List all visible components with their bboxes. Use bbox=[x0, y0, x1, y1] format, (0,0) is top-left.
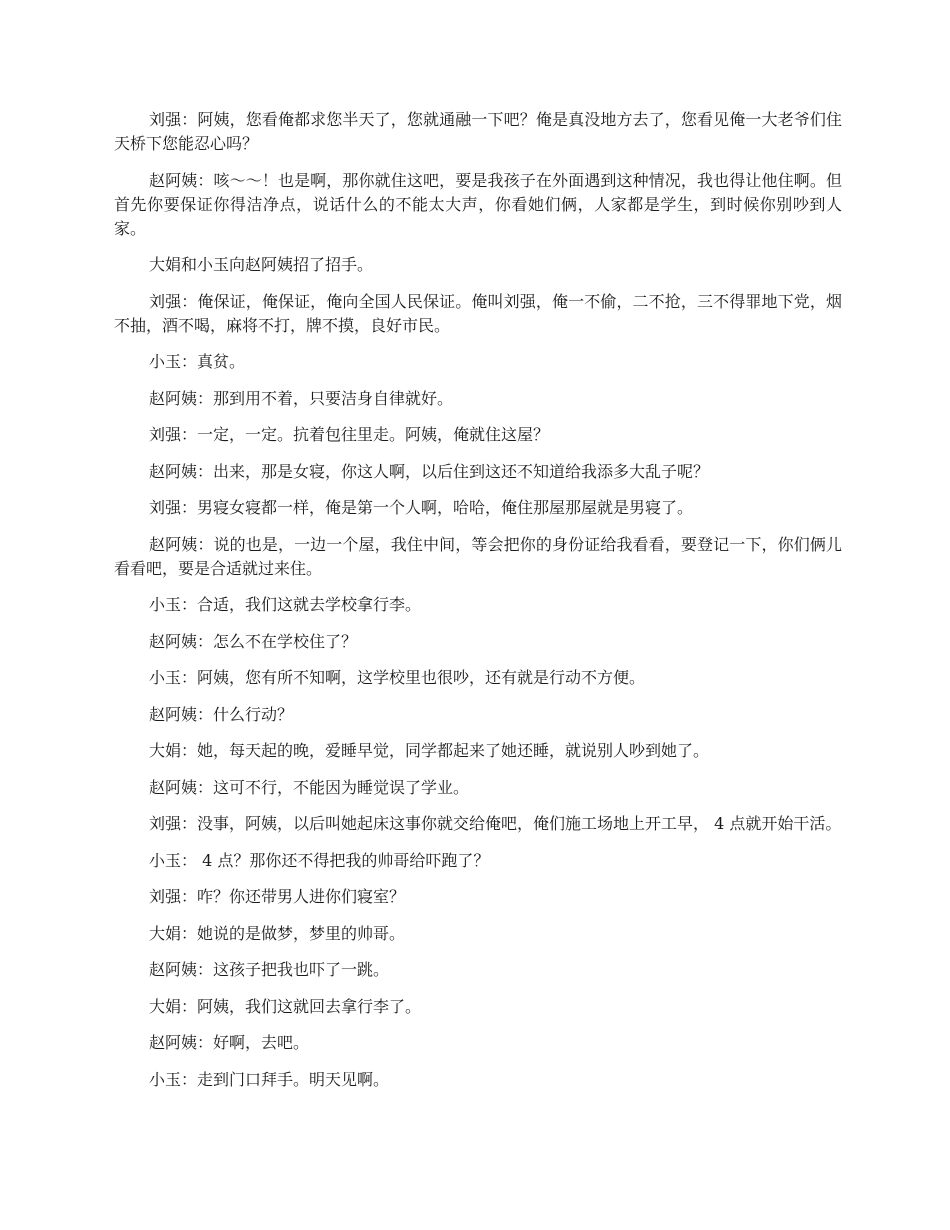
narration-paragraph: 大娟和小玉向赵阿姨招了招手。 bbox=[149, 255, 374, 274]
dialogue-paragraph: 赵阿姨：出来，那是女寝，你这人啊，以后住到这还不知道给我添多大乱子呢？ bbox=[149, 461, 710, 481]
dialogue-paragraph: 小玉：走到门口拜手。明天见啊。 bbox=[149, 1069, 390, 1089]
dialogue-paragraph: 小玉：合适，我们这就去学校拿行李。 bbox=[149, 595, 422, 614]
dialogue-paragraph: 刘强：阿姨，您看俺都求您半天了，您就通融一下吧？俺是真没地方去了，您看见俺一大老爷们住天桥下您能忍心吗？ bbox=[114, 110, 842, 153]
dialogue-paragraph: 小玉：阿姨，您有所不知啊，这学校里也很吵，还有就是行动不方便。 bbox=[149, 668, 646, 687]
dialogue-paragraph: 刘强：俺保证，俺保证，俺向全国人民保证。俺叫刘强，俺一不偷，二不抢，三不得罪地下党，烟不抽，酒不喝，麻将不打，牌不摸，良好市民。 bbox=[114, 291, 842, 335]
dialogue-paragraph: 赵阿姨：这可不行，不能因为睡觉误了学业。 bbox=[149, 777, 470, 797]
dialogue-paragraph: 小玉：真贫。 bbox=[149, 352, 246, 371]
dialogue-paragraph: 刘强：没事，阿姨，以后叫她起床这事你就交给俺吧，俺们施工场地上开工早， 4 点就开始干活。 bbox=[149, 814, 842, 833]
dialogue-paragraph: 大娟：她说的是做梦，梦里的帅哥。 bbox=[149, 923, 406, 943]
document-page bbox=[114, 108, 842, 1104]
dialogue-paragraph: 赵阿姨：说的也是，一边一个屋，我住中间，等会把你的身份证给我看看，要登记一下，你们俩儿看看吧，要是合适就过来住。 bbox=[114, 534, 842, 578]
dialogue-paragraph: 大娟：她，每天起的晚，爱睡早觉，同学都起来了她还睡，就说别人吵到她了。 bbox=[149, 741, 710, 760]
dialogue-paragraph: 赵阿姨：这孩子把我也吓了一跳。 bbox=[149, 960, 390, 979]
dialogue-paragraph: 赵阿姨：好啊，去吧。 bbox=[149, 1033, 310, 1052]
dialogue-paragraph: 赵阿姨：什么行动？ bbox=[149, 704, 294, 724]
dialogue-paragraph: 刘强：一定，一定。抗着包往里走。阿姨，俺就住这屋？ bbox=[149, 425, 550, 444]
dialogue-paragraph: 刘强：男寝女寝都一样，俺是第一个人啊，哈哈，俺住那屋那屋就是男寝了。 bbox=[149, 498, 694, 517]
dialogue-paragraph: 刘强：咋？你还带男人进你们寝室？ bbox=[149, 887, 406, 906]
dialogue-paragraph: 小玉： 4 点？那你还不得把我的帅哥给吓跑了？ bbox=[149, 850, 490, 870]
dialogue-paragraph: 赵阿姨：咳～～！也是啊，那你就住这吧，要是我孩子在外面遇到这种情况，我也得让他住啊。但首先你要保证你得洁净点，说话什么的不能太大声，你看她们俩，人家都是学生，到时候你别吵到人家。 bbox=[114, 170, 842, 238]
dialogue-paragraph: 大娟：阿姨，我们这就回去拿行李了。 bbox=[149, 996, 422, 1016]
dialogue-paragraph: 赵阿姨：怎么不在学校住了？ bbox=[149, 631, 358, 651]
dialogue-paragraph: 赵阿姨：那到用不着，只要洁身自律就好。 bbox=[149, 388, 454, 408]
